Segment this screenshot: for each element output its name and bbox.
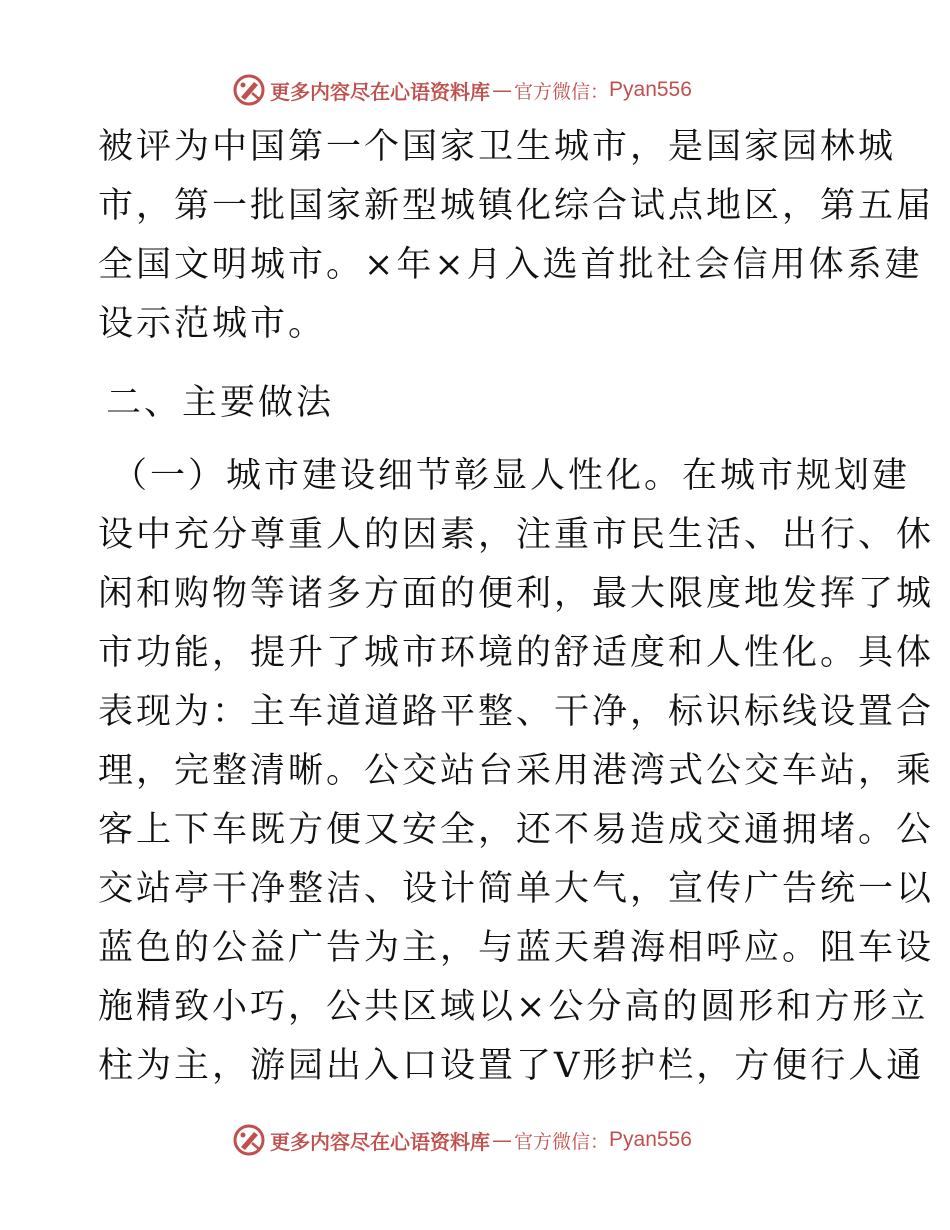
body-line: 理，完整清晰。公交站台采用港湾式公交车站，乘 [98, 751, 935, 791]
body-line: 蓝色的公益广告为主，与蓝天碧海相呼应。阻车设 [98, 928, 935, 968]
banner-wechat-id: Pyan556 [609, 1128, 692, 1151]
body-line: 柱为主，游园出入口设置了V形护栏，方便行人通 [98, 1046, 925, 1086]
body-line: 市功能，提升了城市环境的舒适度和人性化。具体 [98, 633, 935, 673]
body-line: 交站亭干净整洁、设计简单大气，宣传广告统一以 [98, 869, 935, 909]
body-line: 客上下车既方便又安全，还不易造成交通拥堵。公 [98, 810, 935, 850]
body-line: 施精致小巧，公共区域以×公分高的圆形和方形立 [98, 987, 929, 1027]
body-line: 市，第一批国家新型城镇化综合试点地区，第五届 [98, 186, 935, 226]
body-line: 设示范城市。 [98, 304, 327, 344]
banner-label: 官方微信： [514, 80, 610, 103]
logo-icon [232, 73, 266, 107]
banner-label: 官方微信： [514, 1130, 610, 1153]
banner-text: 更多内容尽在心语资料库 [270, 79, 490, 104]
header-banner [232, 70, 752, 110]
banner-separator: — [492, 1128, 512, 1152]
document-body [98, 118, 935, 1096]
banner-text: 更多内容尽在心语资料库 [270, 1129, 490, 1154]
body-line: 被评为中国第一个国家卫生城市，是国家园林城 [98, 127, 897, 167]
body-line: 设中充分尊重人的因素，注重市民生活、出行、休 [98, 515, 935, 555]
banner-wechat-id: Pyan556 [609, 78, 692, 101]
banner-separator: — [492, 78, 512, 102]
logo-icon [232, 1123, 266, 1157]
body-line: 全国文明城市。×年×月入选首批社会信用体系建 [98, 245, 923, 285]
body-line: （一）城市建设细节彰显人性化。在城市规划建 [112, 456, 911, 496]
body-line: 表现为：主车道道路平整、干净，标识标线设置合 [98, 692, 935, 732]
section-heading: 二、主要做法 [106, 383, 335, 423]
footer-banner [232, 1120, 752, 1160]
body-line: 闲和购物等诸多方面的便利，最大限度地发挥了城 [98, 574, 935, 614]
